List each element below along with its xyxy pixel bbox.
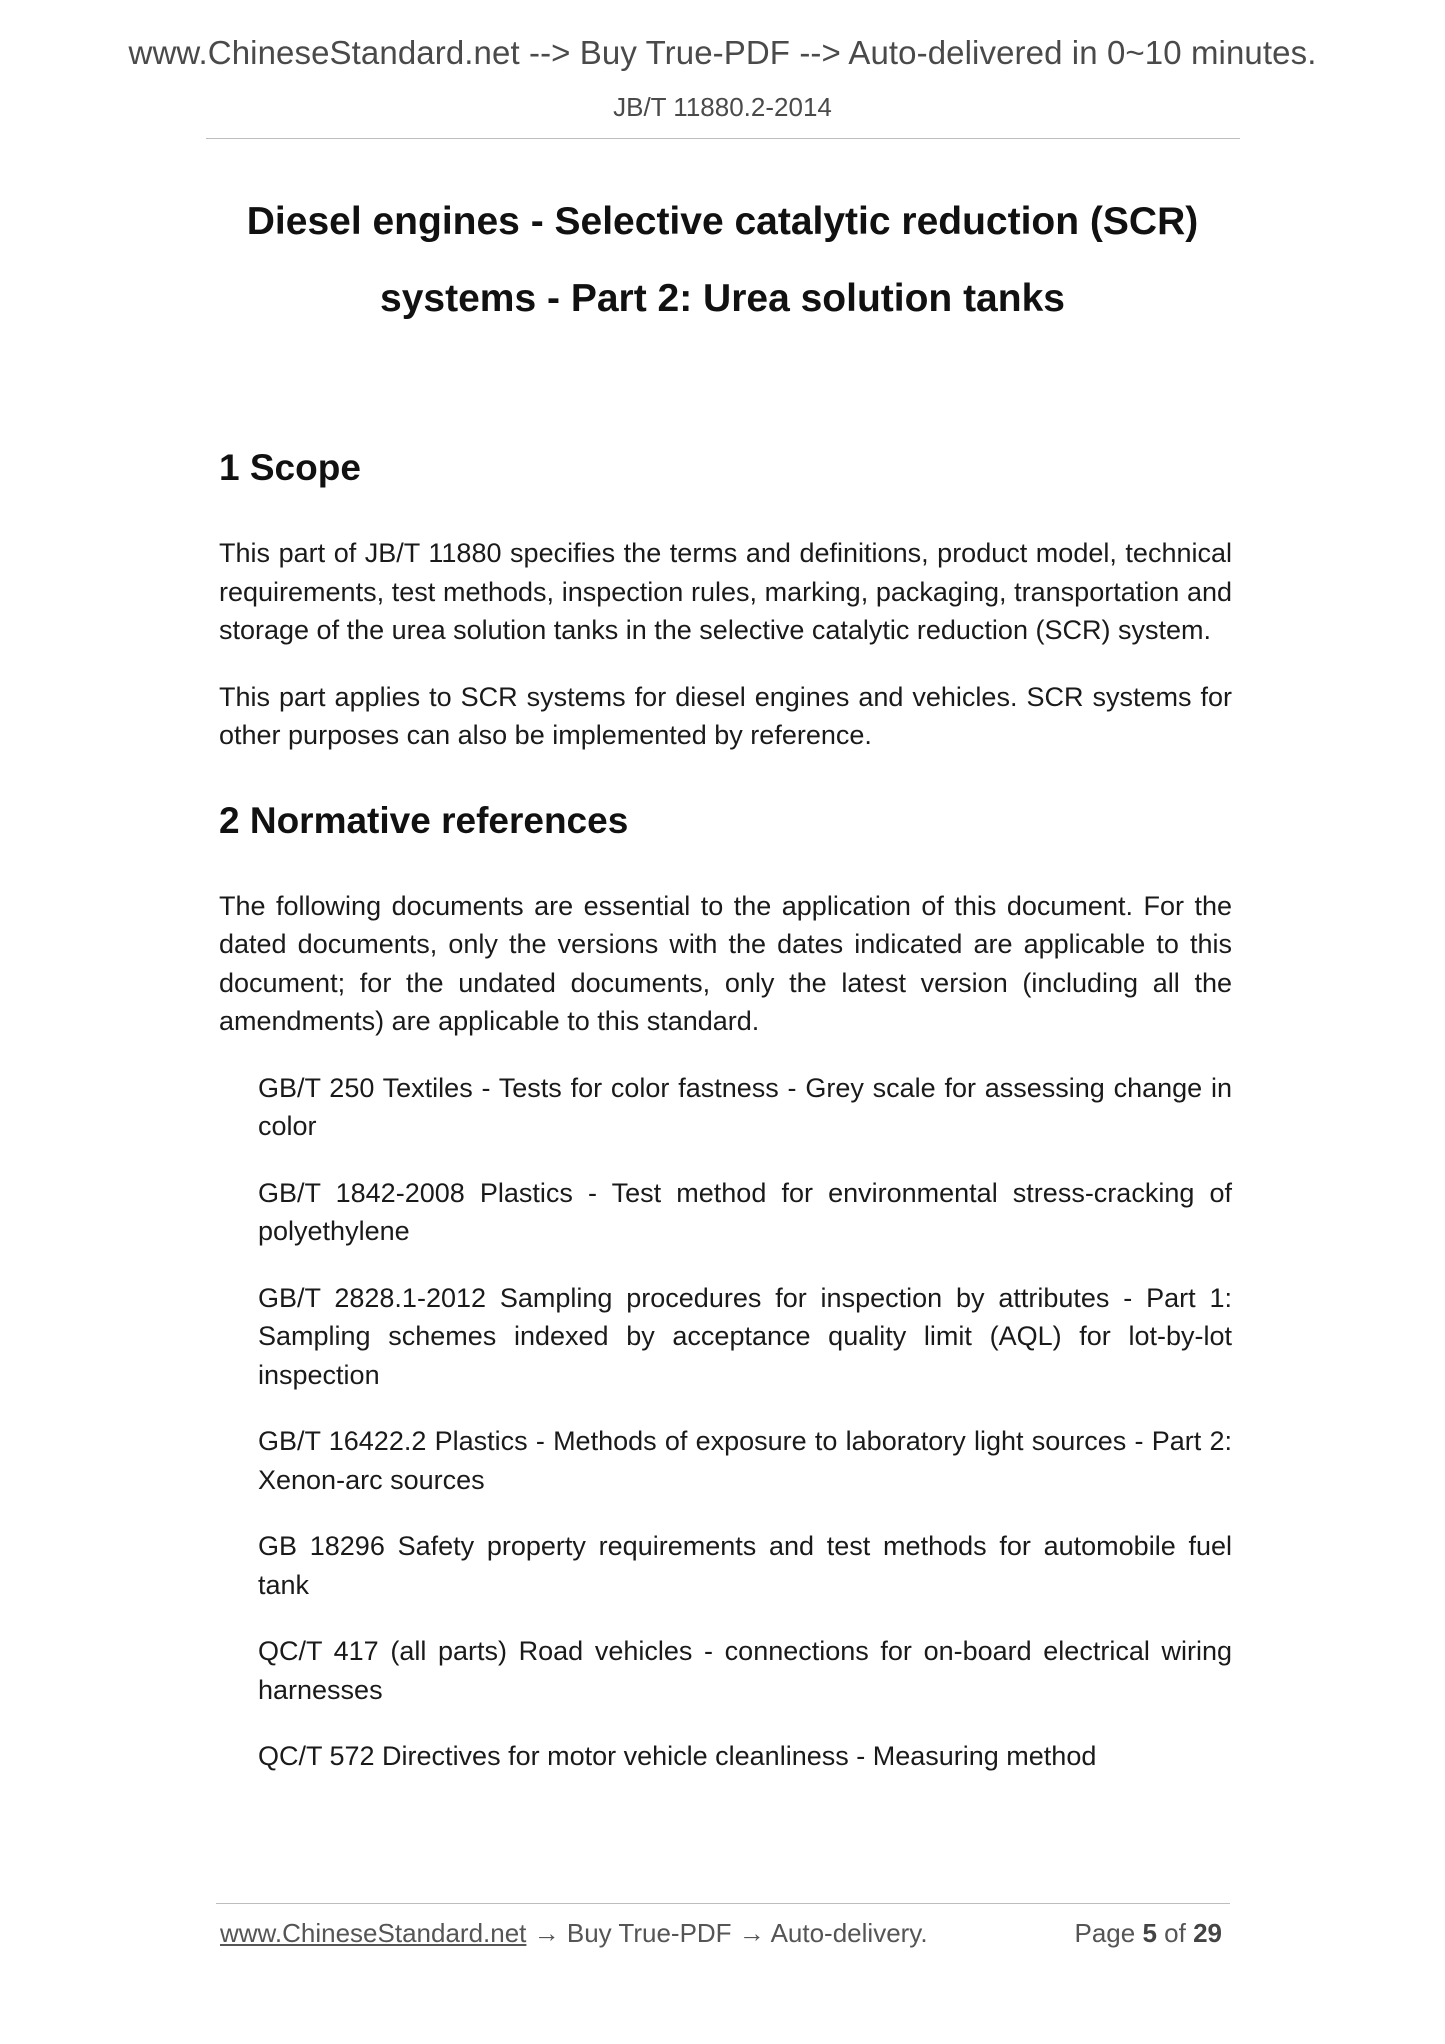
footer-site-link[interactable]: www.ChineseStandard.net (220, 1918, 527, 1948)
top-banner: www.ChineseStandard.net --> Buy True-PDF --> Auto-delivered in 0~10 minutes. (128, 34, 1317, 71)
footer-tagline: → Buy True-PDF → Auto-delivery. (526, 1918, 928, 1948)
document-title (150, 183, 1295, 337)
page-current-number: 5 (1142, 1918, 1157, 1948)
document-body (219, 438, 1232, 1804)
page-total-number: 29 (1193, 1918, 1222, 1948)
section-heading-normative-references: 2 Normative references (219, 799, 629, 841)
title-line-2: systems - Part 2: Urea solution tanks (380, 277, 1065, 320)
page-footer (220, 1918, 1232, 1949)
section-heading-scope: 1 Scope (219, 447, 361, 488)
reference-item: GB/T 250 Textiles - Tests for color fastness - Grey scale for assessing change in color (258, 1072, 1232, 1141)
scope-paragraph-1: This part of JB/T 11880 specifies the terms and definitions, product model, technical requirements, test methods, inspection rules, marking, packaging, transportation and storage of the urea solution tanks in the selective catalytic reduction (SCR) system. (219, 538, 1232, 645)
page-of-label: of (1164, 1918, 1186, 1948)
reference-item: GB/T 1842-2008 Plastics - Test method for environmental stress-cracking of polyethylene (258, 1177, 1232, 1246)
page-label: Page (1074, 1918, 1136, 1948)
scope-paragraph-2: This part applies to SCR systems for diesel engines and vehicles. SCR systems for other purposes can also be implemented by reference. (219, 681, 1232, 750)
reference-item: GB/T 16422.2 Plastics - Methods of exposure to laboratory light sources - Part 2: Xenon-arc sources (258, 1426, 1232, 1495)
reference-item: GB/T 2828.1-2012 Sampling procedures for inspection by attributes - Part 1: Sampling schemes indexed by acceptance quality limit (AQL) for lot-by-lot inspection (258, 1282, 1232, 1390)
normative-intro-paragraph: The following documents are essential to the application of this document. For the dated documents, only the versions with the dates indicated are applicable to this document; for the undated documents, only the latest version (including all the amendments) are applicable to this standard. (219, 890, 1232, 1036)
reference-item: GB 18296 Safety property requirements and test methods for automobile fuel tank (258, 1531, 1232, 1600)
header-divider (206, 138, 1240, 139)
title-line-1: Diesel engines - Selective catalytic reduction (SCR) (246, 200, 1199, 243)
reference-list (219, 1069, 1232, 1776)
page-indicator (1074, 1918, 1222, 1949)
standard-code: JB/T 11880.2-2014 (613, 92, 832, 122)
footer-divider (216, 1903, 1230, 1904)
reference-item: QC/T 572 Directives for motor vehicle cleanliness - Measuring method (258, 1741, 1097, 1771)
reference-item: QC/T 417 (all parts) Road vehicles - connections for on-board electrical wiring harnesses (258, 1636, 1232, 1705)
